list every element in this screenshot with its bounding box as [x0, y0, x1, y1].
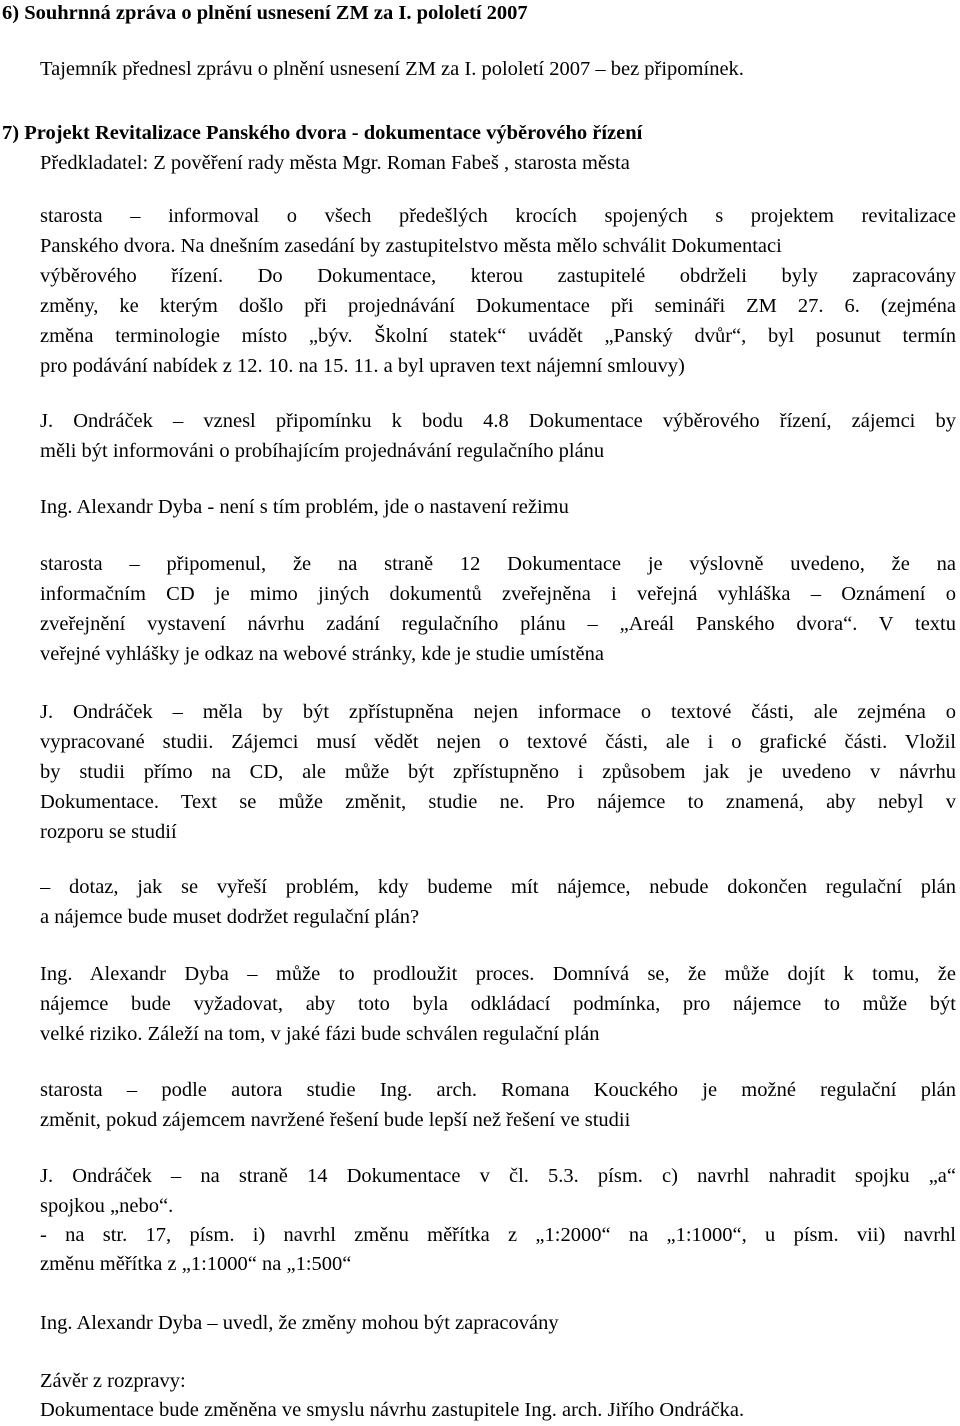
text-line: Panského dvora. Na dnešním zasedání by zastupitelstvo města mělo schválit Dokumentaci [40, 235, 782, 257]
text-line: a nájemce bude muset dodržet regulační plán? [40, 906, 420, 928]
text-line: veřejné vyhlášky je odkaz na webové stránky, kde je studie umístěna [40, 643, 604, 665]
section-6-heading: 6) Souhrnná zpráva o plnění usnesení ZM za I. pololetí 2007 [2, 2, 528, 24]
text-line: změna terminologie místo „býv. Školní statek“ uvádět „Panský dvůr“, byl posunut termín [40, 325, 956, 347]
text-line: pro podávání nabídek z 12. 10. na 15. 11. a byl upraven text nájemní smlouvy) [40, 355, 685, 377]
section-7-heading: 7) Projekt Revitalizace Panského dvora - dokumentace výběrového řízení [2, 122, 643, 144]
text-line: rozporu se studií [40, 821, 177, 843]
text-line: změnit, pokud zájemcem navržené řešení bude lepší než řešení ve studii [40, 1109, 631, 1131]
text-line: výběrového řízení. Do Dokumentace, kterou zastupitelé obdrželi byly zapracovány [40, 265, 956, 287]
text-line: velké riziko. Záleží na tom, v jaké fázi bude schválen regulační plán [40, 1023, 600, 1045]
text-line: spojkou „nebo“. [40, 1195, 174, 1217]
text-line: J. Ondráček – na straně 14 Dokumentace v čl. 5.3. písm. c) navrhl nahradit spojku „a“ [40, 1165, 956, 1187]
text-line: Ing. Alexandr Dyba – uvedl, že změny mohou být zapracovány [40, 1312, 559, 1334]
text-line: starosta – připomenul, že na straně 12 Dokumentace je výslovně uvedeno, že na [40, 553, 956, 575]
text-line: – dotaz, jak se vyřeší problém, kdy budeme mít nájemce, nebude dokončen regulační plán [40, 876, 956, 898]
text-line: by studii přímo na CD, ale může být zpřístupněno i způsobem jak je uvedeno v návrhu [40, 761, 956, 783]
text-line: - na str. 17, písm. i) navrhl změnu měřítka z „1:2000“ na „1:1000“, u písm. vii) navrhl [40, 1224, 956, 1246]
text-line: J. Ondráček – měla by být zpřístupněna nejen informace o textové části, ale zejména o [40, 701, 956, 723]
text-line: změnu měřítka z „1:1000“ na „1:500“ [40, 1253, 352, 1275]
text-line: nájemce bude vyžadovat, aby toto byla odkládací podmínka, pro nájemce to může být [40, 993, 956, 1015]
text-line: vypracované studii. Zájemci musí vědět nejen o textové části, ale i o grafické části. Vložil [40, 731, 956, 753]
text-line: J. Ondráček – vznesl připomínku k bodu 4.8 Dokumentace výběrového řízení, zájemci by [40, 410, 956, 432]
text-line: starosta – podle autora studie Ing. arch. Romana Kouckého je možné regulační plán [40, 1079, 956, 1101]
text-line: Dokumentace. Text se může změnit, studie ne. Pro nájemce to znamená, aby nebyl v [40, 791, 956, 813]
text-line: Ing. Alexandr Dyba - není s tím problém, jde o nastavení režimu [40, 496, 569, 518]
text-line: zveřejnění vystavení návrhu zadání regulačního plánu – „Areál Panského dvora“. V textu [40, 613, 956, 635]
text-line: Ing. Alexandr Dyba – může to prodloužit proces. Domnívá se, že může dojít k tomu, že [40, 963, 956, 985]
conclusion-text: Dokumentace bude změněna ve smyslu návrhu zastupitele Ing. arch. Jiřího Ondráčka. [40, 1399, 745, 1421]
text-line: měli být informováni o probíhajícím projednávání regulačního plánu [40, 440, 605, 462]
conclusion-heading: Závěr z rozpravy: [40, 1370, 186, 1392]
text-line: změny, ke kterým došlo při projednávání Dokumentace při semináři ZM 27. 6. (zejména [40, 295, 956, 317]
text-line: Tajemník přednesl zprávu o plnění usnesení ZM za I. pololetí 2007 – bez připomínek. [40, 58, 744, 80]
text-line: starosta – informoval o všech předešlých krocích spojených s projektem revitalizace [40, 205, 956, 227]
text-line: informačním CD je mimo jiných dokumentů zveřejněna i veřejná vyhláška – Oznámení o [40, 583, 956, 605]
text-line: Předkladatel: Z pověření rady města Mgr. Roman Fabeš , starosta města [40, 152, 630, 174]
